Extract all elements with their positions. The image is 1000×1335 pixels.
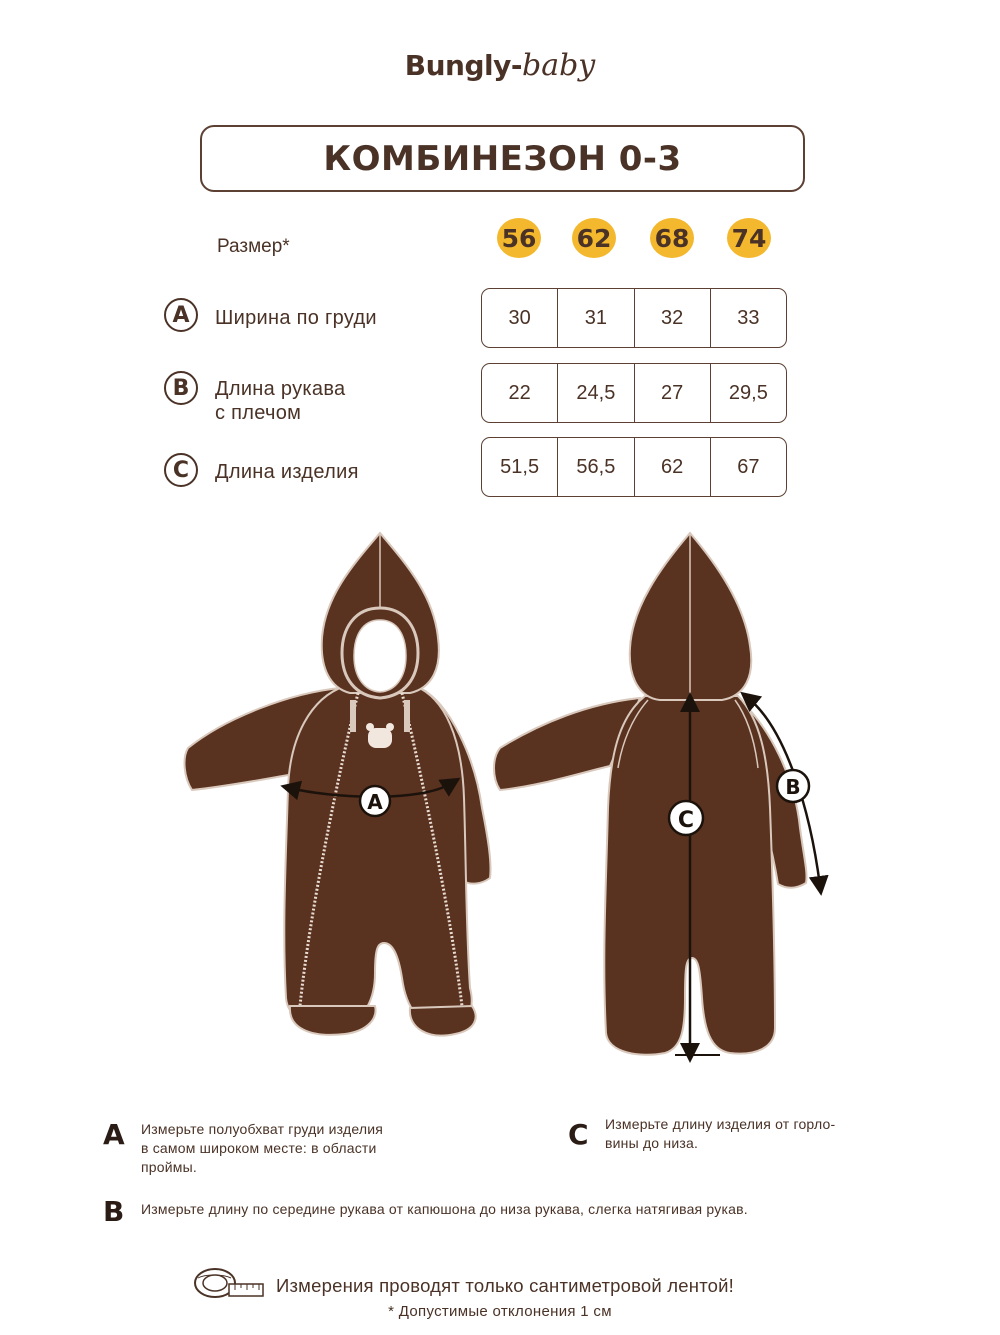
value-row-product-length: [481, 437, 787, 497]
brand-name: Bungly-: [404, 49, 522, 82]
value-cell: 33: [737, 306, 760, 329]
row-label-line: Длина рукава: [215, 378, 346, 400]
row-label-line: с плечом: [215, 402, 302, 424]
value-cell: 29,5: [728, 381, 768, 404]
note-b-text: [141, 1200, 748, 1219]
note-line: проймы.: [141, 1159, 197, 1175]
brand-logo: [0, 48, 1000, 83]
value-cell: 62: [635, 438, 711, 496]
row-label-line: Длина изделия: [215, 461, 359, 483]
value-cell: 27: [635, 364, 711, 422]
note-a-text: [141, 1120, 383, 1177]
face-opening: [354, 620, 406, 692]
row-label-chest-width: [215, 306, 377, 330]
garment-back-view: [494, 533, 820, 1055]
value-cell: 32: [635, 289, 711, 347]
front-left-foot: [290, 1006, 376, 1035]
note-line: Измерьте полуобхват груди изделия: [141, 1121, 384, 1137]
front-right-foot: [410, 1006, 476, 1036]
footer-tolerance-note: * Допустимые отклонения 1 см: [388, 1303, 612, 1320]
row-label-line: Ширина по груди: [215, 307, 377, 329]
value-cell: 31: [558, 289, 634, 347]
value-cell: 51,5: [482, 438, 558, 496]
value-cell: 56,5: [558, 438, 634, 496]
note-line: вины до низа.: [605, 1135, 699, 1151]
size-badge: 56: [497, 218, 541, 258]
size-badge: 68: [650, 218, 694, 258]
zipper-pull-right: [404, 700, 410, 732]
title-box: [200, 125, 805, 192]
note-letter-c: C: [568, 1118, 589, 1151]
row-letter-a: A: [164, 298, 198, 332]
page-title: КОМБИНЕЗОН 0-3: [323, 138, 682, 179]
value-cell: 67: [737, 455, 760, 478]
marker-a-label: A: [367, 790, 383, 814]
value-cell: 30: [482, 289, 558, 347]
brand-name-script: baby: [521, 48, 596, 83]
marker-c-label: C: [677, 808, 695, 833]
row-label-sleeve-length: [215, 377, 345, 425]
size-label: Размер*: [217, 236, 290, 257]
note-line: Измерьте длину по середине рукава от капюшона до низа рукава, слегка натягивая рукав.: [141, 1201, 748, 1217]
measuring-tape-icon: [193, 1266, 265, 1300]
row-letter-c: C: [164, 453, 198, 487]
zipper-pull-left: [350, 700, 356, 732]
footer-measure-note: Измерения проводят только сантиметровой лентой!: [276, 1275, 735, 1296]
size-badge: 62: [572, 218, 616, 258]
value-cell: 22: [482, 364, 558, 422]
value-row-chest-width: [481, 288, 787, 348]
row-letter-b: B: [164, 371, 198, 405]
row-label-product-length: [215, 460, 359, 484]
note-c-text: [605, 1115, 835, 1153]
note-letter-b: B: [103, 1195, 125, 1228]
note-line: Измерьте длину изделия от горло-: [605, 1116, 836, 1132]
value-cell: 24,5: [558, 364, 634, 422]
marker-b-label: B: [785, 775, 801, 799]
garment-front-view: [185, 533, 491, 1036]
value-row-sleeve-length: [481, 363, 787, 423]
note-line: в самом широком месте: в области: [141, 1140, 377, 1156]
size-badge: 74: [727, 218, 771, 258]
garment-diagram: [170, 528, 830, 1068]
note-letter-a: A: [103, 1118, 125, 1151]
